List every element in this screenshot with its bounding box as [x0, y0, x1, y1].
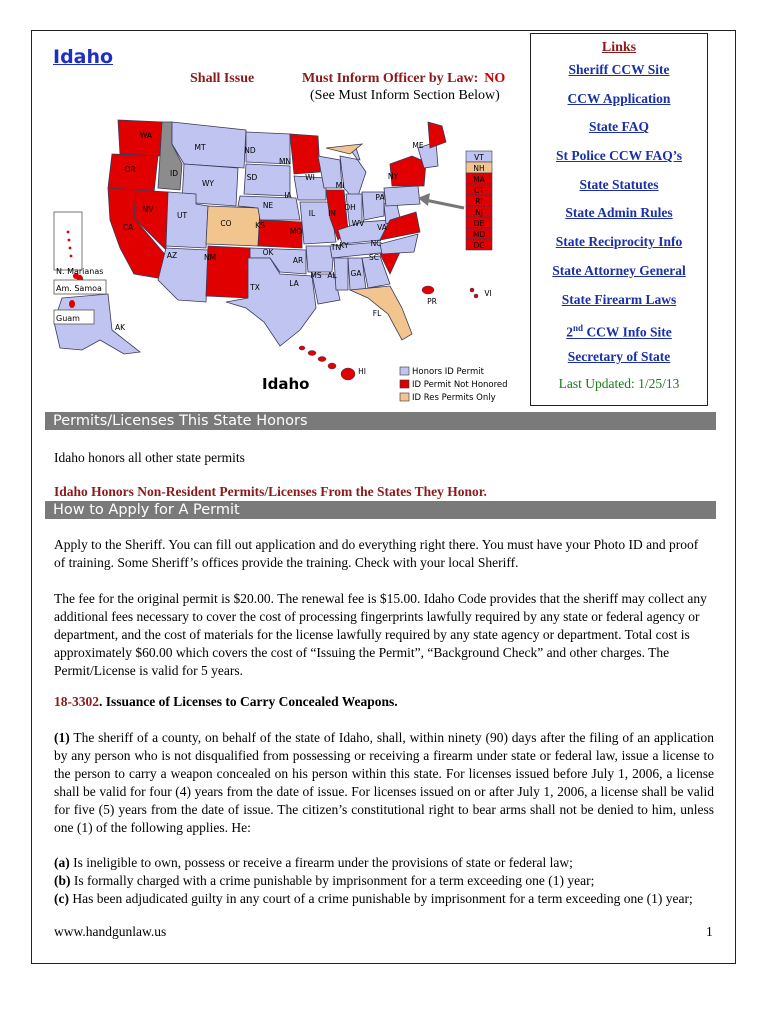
svg-text:WV: WV	[351, 219, 365, 228]
link-2nd-ccw-info-site[interactable]: 2nd CCW Info Site	[566, 323, 672, 340]
svg-text:PR: PR	[427, 297, 437, 306]
svg-text:LA: LA	[289, 279, 299, 288]
arrow-icon	[418, 193, 464, 208]
state-mn	[290, 134, 320, 174]
ne-dc: DC	[473, 241, 485, 250]
footer-page-number: 1	[706, 924, 713, 939]
svg-text:SD: SD	[246, 173, 258, 182]
ne-md: MD	[472, 230, 486, 239]
svg-text:NM: NM	[203, 253, 217, 262]
svg-text:TN: TN	[330, 243, 342, 252]
link-ccw-application[interactable]: CCW Application	[567, 90, 671, 106]
svg-text:NE: NE	[262, 201, 274, 210]
state-pa	[384, 186, 420, 206]
svg-text:WI: WI	[305, 173, 315, 182]
shall-issue-label: Shall Issue	[190, 71, 255, 86]
link-sheriff-ccw-site[interactable]: Sheriff CCW Site	[568, 62, 670, 77]
page-title[interactable]: Idaho	[53, 46, 114, 68]
ne-de: DE	[473, 219, 485, 228]
reciprocity-map	[50, 108, 530, 410]
legend-honored: Honors ID Permit	[412, 367, 484, 377]
honors-nonres: Idaho Honors Non-Resident Permits/Licenses From the States They Honor.	[54, 484, 487, 499]
must-inform-value: NO	[484, 71, 506, 86]
svg-text:KY: KY	[339, 241, 349, 250]
svg-text:AK: AK	[114, 323, 126, 332]
honors-text: Idaho honors all other state permits	[54, 450, 245, 465]
map-state-name: Idaho	[262, 375, 310, 393]
statute-title: . Issuance of Licenses to Carry Concealed Weapons.	[99, 694, 398, 709]
must-inform-label	[302, 71, 505, 87]
link-state-attorney-general[interactable]: State Attorney General	[552, 262, 686, 278]
svg-text:IL: IL	[308, 209, 316, 218]
svg-text:KS: KS	[255, 221, 265, 230]
svg-text:AR: AR	[292, 256, 304, 265]
svg-text:ME: ME	[412, 141, 424, 150]
svg-text:FL: FL	[372, 309, 382, 318]
map-label-am-samoa: Am. Samoa	[56, 284, 102, 293]
legend-not-honored: ID Permit Not Honored	[412, 380, 508, 390]
svg-text:AZ: AZ	[166, 251, 178, 260]
svg-text:SC: SC	[369, 253, 379, 262]
link-state-admin-rules[interactable]: State Admin Rules	[565, 205, 673, 221]
ne-ma: MA	[473, 175, 485, 184]
links-panel	[530, 33, 708, 406]
map-label-n-marianas: N. Marianas	[56, 267, 104, 276]
svg-text:OK: OK	[262, 248, 274, 257]
link-state-statutes[interactable]: State Statutes	[579, 176, 659, 192]
svg-text:GA: GA	[350, 269, 362, 278]
svg-text:UT: UT	[176, 211, 188, 220]
ne-nj: NJ	[475, 208, 483, 217]
state-me	[428, 122, 446, 148]
svg-text:OR: OR	[124, 165, 136, 174]
see-inform-note: (See Must Inform Section Below)	[310, 88, 500, 103]
svg-text:ID: ID	[170, 169, 178, 178]
svg-text:NY: NY	[387, 172, 399, 181]
statute-subsection-1: (1) The sheriff of a county, on behalf of the state of Idaho, shall, within ninety (90) days after the filing of an application by any person who is not disqualified from possessing or receiving a firearm under state or federal law, issue a license to the person to carry a weapon concealed on his person within this state. For licenses issued before July 1, 2006, a license shall be valid for four (4) years from the date of issue. For licenses issued on or after July 1, 2006, a license shall be valid for five (5) years from the date of issue. The citizen’s constitutional right to bear arms shall not be denied to him, unless one (1) of the following applies. He:	[54, 730, 714, 835]
svg-text:MN: MN	[278, 157, 292, 166]
svg-text:HI: HI	[358, 367, 366, 376]
svg-text:MS: MS	[310, 271, 322, 280]
must-inform-text: Must Inform Officer by Law:	[302, 71, 479, 86]
svg-text:MT: MT	[194, 143, 206, 152]
apply-banner: How to Apply for A Permit	[45, 501, 716, 519]
svg-text:WY: WY	[202, 179, 214, 188]
ne-ri: RI	[475, 197, 483, 206]
svg-text:CO: CO	[220, 219, 232, 228]
link-state-reciprocity-info[interactable]: State Reciprocity Info	[555, 234, 683, 250]
ne-vt: VT	[474, 153, 484, 162]
svg-text:PA: PA	[375, 193, 385, 202]
svg-text:IN: IN	[328, 209, 336, 218]
apply-paragraph-1: Apply to the Sheriff. You can fill out application and do everything right there. You must have your Photo ID and proof of training. Some Sheriff’s offices provide the training. Check with your local Sheriff.	[54, 537, 699, 570]
state-ny	[387, 156, 426, 186]
svg-text:VA: VA	[377, 223, 387, 232]
state-ar	[306, 246, 334, 272]
statute-item-c: (c) Has been adjudicated guilty in any court of a crime punishable by imprisonment for a term exceeding one (1) year;	[54, 891, 693, 906]
legend-res-only: ID Res Permits Only	[412, 393, 496, 403]
svg-text:OH: OH	[344, 203, 356, 212]
svg-text:ND: ND	[244, 146, 256, 155]
map-label-guam: Guam	[56, 314, 80, 323]
state-co	[206, 206, 260, 246]
link-secretary-of-state[interactable]: Secretary of State	[567, 348, 671, 364]
map-legend	[400, 367, 508, 403]
svg-text:AL: AL	[327, 271, 337, 280]
state-mt	[172, 122, 246, 168]
svg-text:NV: NV	[142, 205, 154, 214]
statute-heading	[54, 693, 714, 711]
svg-text:MI: MI	[335, 181, 345, 190]
statute-item-a: (a) Is ineligible to own, possess or receive a firearm under the provisions of state or federal law;	[54, 855, 573, 870]
ne-nh: NH	[473, 164, 485, 173]
svg-text:TX: TX	[250, 283, 260, 292]
ne-ct: CT	[474, 186, 484, 195]
statute-item-b: (b) Is formally charged with a crime punishable by imprisonment for a term exceeding one (1) year;	[54, 873, 595, 888]
links-title: Links	[601, 40, 637, 55]
state-az	[158, 248, 208, 302]
apply-paragraph-2: The fee for the original permit is $20.00. The renewal fee is $15.00. Idaho Code provides that the sheriff may collect any additional fees necessary to cover the cost of processing fingerprints lawfully required by any state or federal agency or department, and the cost of materials for the license lawfully required by any state agency or department. Total cost is approximately $60.00 which covers the cost of “Issuing the Permit”, “Background Check” and other charges. The Permit/License is valid for 5 years.	[54, 591, 707, 678]
last-updated: Last Updated: 1/25/13	[558, 375, 680, 391]
link-st-police-ccw-faq[interactable]: St Police CCW FAQ’s	[555, 148, 683, 164]
svg-text:IA: IA	[284, 191, 292, 200]
svg-text:NC: NC	[370, 239, 382, 248]
footer-site[interactable]: www.handgunlaw.us	[54, 924, 167, 939]
link-state-faq[interactable]: State FAQ	[588, 119, 650, 135]
link-state-firearm-laws[interactable]: State Firearm Laws	[561, 291, 677, 307]
svg-text:CA: CA	[122, 223, 134, 232]
svg-text:WA: WA	[139, 131, 153, 140]
svg-text:VI: VI	[484, 289, 492, 298]
statute-number[interactable]: 18-3302	[54, 694, 99, 709]
svg-text:MO: MO	[289, 227, 303, 236]
honors-banner: Permits/Licenses This State Honors	[45, 412, 716, 430]
